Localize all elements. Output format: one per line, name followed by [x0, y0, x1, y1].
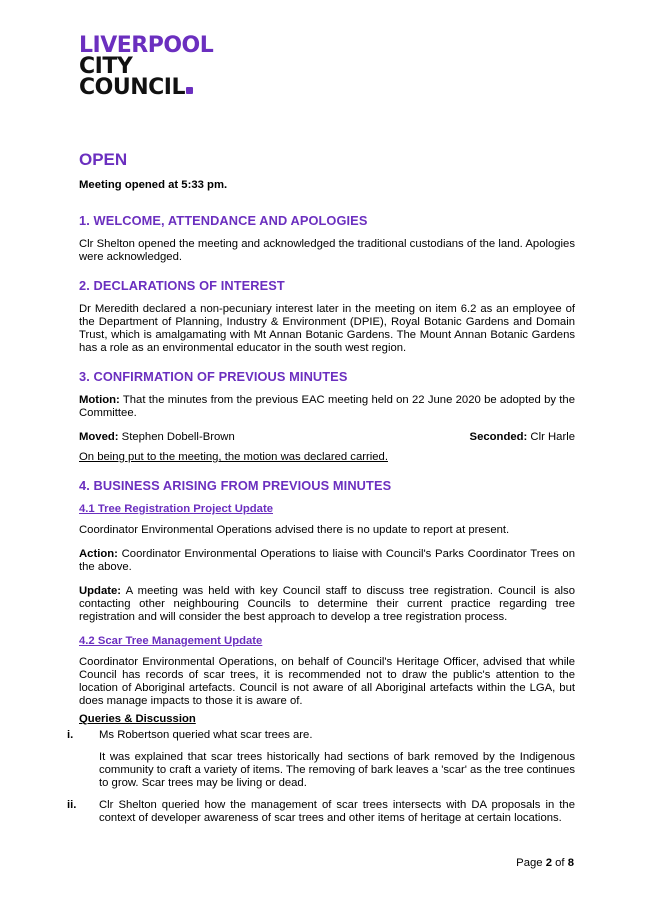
subsection-4-1-text: Coordinator Environmental Operations advised there is no update to report at present. — [79, 524, 510, 536]
subsection-4-2-text: Coordinator Environmental Operations, on behalf of Council's Heritage Officer, advised that while Council has records of scar trees, it is recommended not to draw the public's attention to the location of Aboriginal artefacts. Council is not aware of all Aboriginal artefacts within the LGA, but does manage impacts to those it is aware of. — [79, 656, 575, 707]
subsection-4-2-title: 4.2 Scar Tree Management Update — [79, 635, 263, 647]
motion-text: That the minutes from the previous EAC meeting held on 22 June 2020 be adopted by the Committee. — [79, 394, 575, 419]
motion-label: Motion: — [79, 394, 120, 406]
list-item — [67, 799, 575, 825]
minutes-content — [67, 150, 575, 834]
item-question: Ms Robertson queried what scar trees are. — [99, 729, 313, 741]
item-number: ii. — [67, 799, 77, 811]
subsection-4-1-title: 4.1 Tree Registration Project Update — [79, 503, 273, 515]
item-number: i. — [67, 729, 74, 741]
logo-line-liverpool: LIVERPOOL — [79, 33, 214, 58]
motion-paragraph — [79, 394, 575, 420]
total-pages: 8 — [567, 857, 574, 869]
action-label: Action: — [79, 548, 118, 560]
section-2-text: Dr Meredith declared a non-pecuniary interest later in the meeting on item 6.2 as an employee of the Department of Planning, Industry & Environment (DPIE), Royal Botanic Gardens and Domain Trust, which is amalgamating with Mt Annan Botanic Gardens. The Mount Annan Botanic Gardens has a role as an environmental educator in the south west region. — [79, 303, 575, 354]
motion-carried-text: On being put to the meeting, the motion was declared carried. — [79, 451, 388, 463]
update-label: Update: — [79, 585, 122, 597]
page-number — [516, 857, 574, 869]
moved-label: Moved: — [79, 431, 119, 443]
current-page: 2 — [545, 857, 552, 869]
item-question: Clr Shelton queried how the management of scar trees intersects with DA proposals in the context of developer awareness of scar trees and other items of heritage at certain locations. — [99, 799, 575, 824]
action-paragraph — [79, 548, 575, 574]
moved-seconded-row — [79, 431, 575, 443]
open-title: OPEN — [79, 150, 128, 169]
logo-council-text: COUNCIL — [79, 75, 185, 100]
update-text: A meeting was held with key Council staff to discuss tree registration. Council is also contacting other neighbouring Councils to determine their current practice regarding tree registration and will consider the best approach to develop a tree registration process. — [79, 585, 575, 623]
seconded-label: Seconded: — [469, 431, 528, 443]
moved — [79, 431, 235, 443]
section-1-heading: 1. WELCOME, ATTENDANCE AND APOLOGIES — [79, 213, 368, 228]
logo-line-city: CITY — [79, 54, 133, 79]
logo-dot-icon — [186, 87, 193, 94]
council-logo — [79, 35, 213, 98]
seconded — [470, 431, 575, 443]
moved-value: Stephen Dobell-Brown — [118, 431, 235, 443]
queries-heading: Queries & Discussion — [79, 713, 196, 725]
page-of: of — [552, 857, 568, 869]
section-2-heading: 2. DECLARATIONS OF INTEREST — [79, 278, 285, 293]
update-paragraph — [79, 585, 575, 624]
seconded-value: Clr Harle — [527, 431, 575, 443]
list-item — [67, 729, 575, 790]
logo-line-council — [79, 77, 213, 98]
page-prefix: Page — [516, 857, 546, 869]
item-answer: It was explained that scar trees historically had sections of bark removed by the Indigenous community to craft a variety of items. The removing of bark leaves a 'scar' as the tree continues to grow. Scar trees may be living or dead. — [99, 751, 575, 789]
section-1-text: Clr Shelton opened the meeting and acknowledged the traditional custodians of the land. Apologies were acknowledged. — [79, 238, 575, 263]
section-4-heading: 4. BUSINESS ARISING FROM PREVIOUS MINUTES — [79, 478, 392, 493]
action-text: Coordinator Environmental Operations to liaise with Council's Parks Coordinator Trees on the above. — [79, 548, 575, 573]
meeting-opened-text: Meeting opened at 5:33 pm. — [79, 179, 228, 191]
section-3-heading: 3. CONFIRMATION OF PREVIOUS MINUTES — [79, 369, 348, 384]
